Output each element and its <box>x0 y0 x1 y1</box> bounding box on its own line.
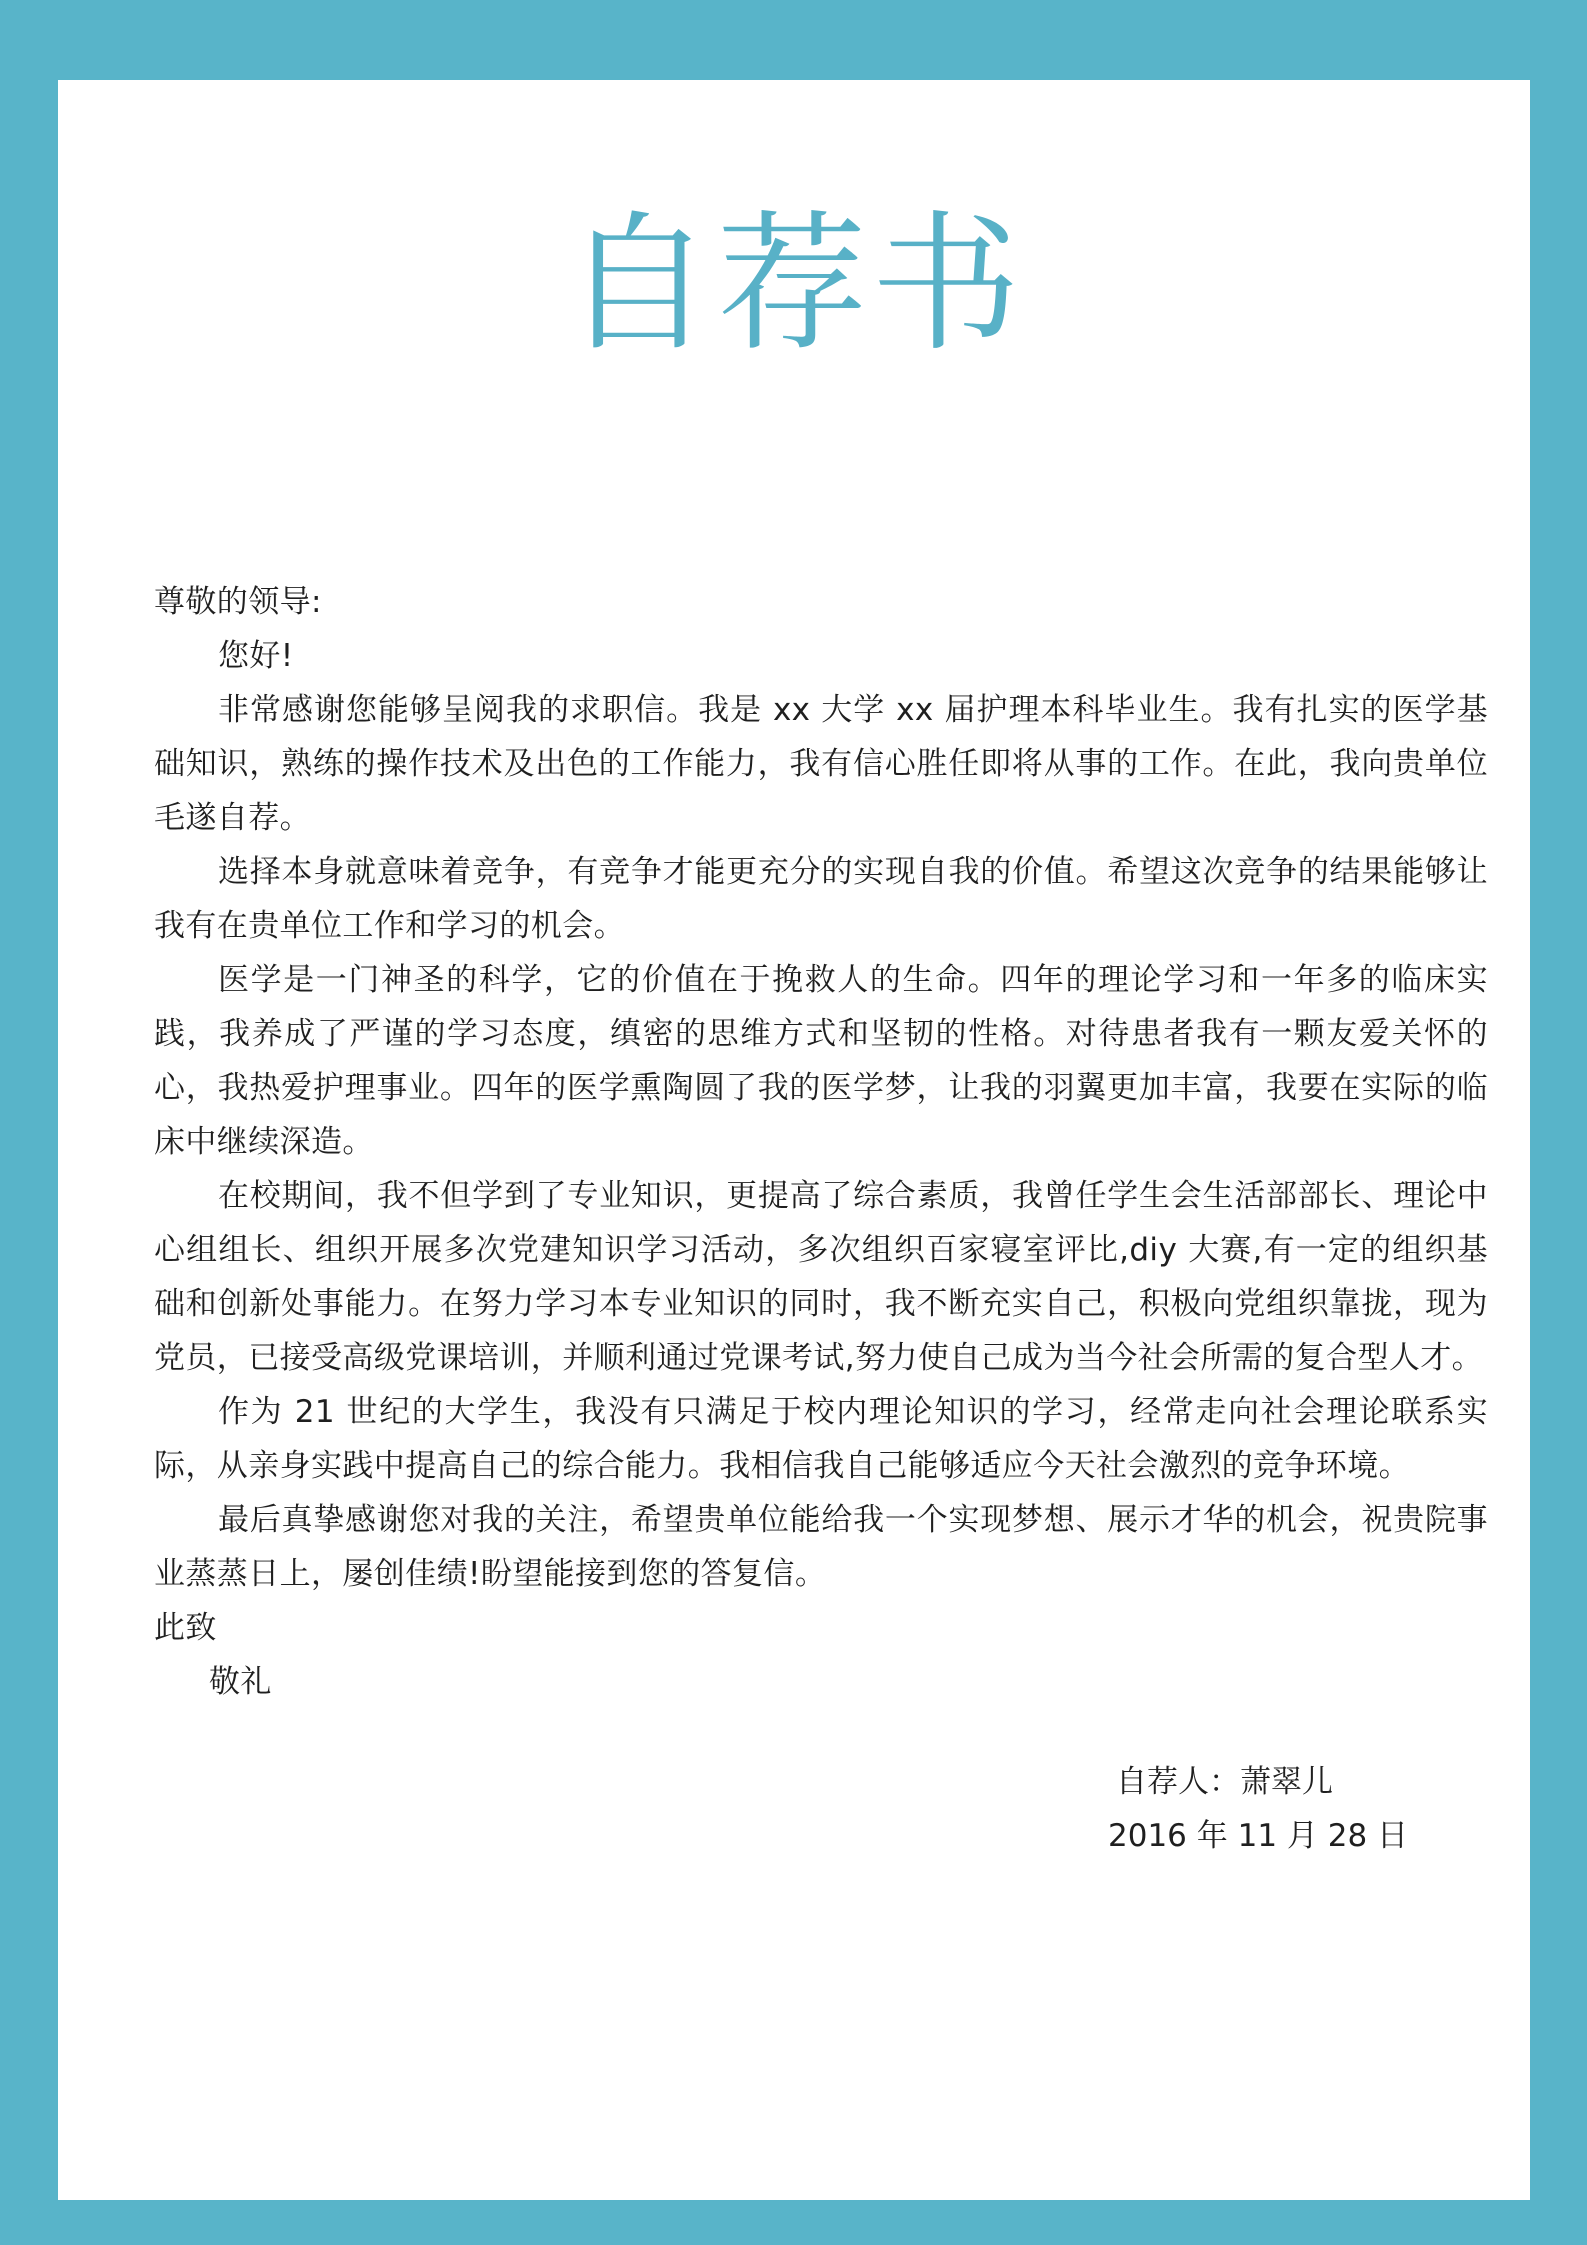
paragraph-6: 最后真挚感谢您对我的关注，希望贵单位能给我一个实现梦想、展示才华的机会，祝贵院事业蒸蒸日上，屡创佳绩!盼望能接到您的答复信。 <box>154 1502 1488 1592</box>
document-title: 自荐书 <box>562 198 1025 372</box>
paragraph-1: 非常感谢您能够呈阅我的求职信。我是 xx 大学 xx 届护理本科毕业生。我有扎实的医学基础知识，熟练的操作技术及出色的工作能力，我有信心胜任即将从事的工作。在此，我向贵单位毛遂自荐。 <box>154 692 1488 836</box>
paragraph-4: 在校期间，我不但学到了专业知识，更提高了综合素质，我曾任学生会生活部部长、理论中心组组长、组织开展多次党建知识学习活动，多次组织百家寝室评比,diy 大赛,有一定的组织基础和创新处事能力。在努力学习本专业知识的同时，我不断充实自己，积极向党组织靠拢，现为党员，已接受高级党课培训，并顺利通过党课考试,努力使自己成为当今社会所需的复合型人才。 <box>154 1178 1488 1376</box>
closing-line-1: 此致 <box>154 1610 217 1646</box>
paragraph-3: 医学是一门神圣的科学，它的价值在于挽救人的生命。四年的理论学习和一年多的临床实践，我养成了严谨的学习态度，缜密的思维方式和坚韧的性格。对待患者我有一颗友爱关怀的心，我热爱护理事业。四年的医学熏陶圆了我的医学梦，让我的羽翼更加丰富，我要在实际的临床中继续深造。 <box>154 962 1488 1160</box>
signature: 自荐人：萧翠儿 <box>1116 1764 1333 1800</box>
letter-body <box>154 575 1488 1709</box>
opening: 您好! <box>218 638 294 674</box>
signature-block <box>1108 1755 1428 1863</box>
paragraph-2: 选择本身就意味着竞争，有竞争才能更充分的实现自我的价值。希望这次竞争的结果能够让我有在贵单位工作和学习的机会。 <box>154 854 1488 944</box>
document-page <box>58 80 1530 2200</box>
closing-line-2: 敬礼 <box>209 1664 272 1700</box>
date: 2016 年 11 月 28 日 <box>1108 1818 1409 1854</box>
greeting: 尊敬的领导: <box>154 584 322 620</box>
paragraph-5: 作为 21 世纪的大学生，我没有只满足于校内理论知识的学习，经常走向社会理论联系实际，从亲身实践中提高自己的综合能力。我相信我自己能够适应今天社会激烈的竞争环境。 <box>154 1394 1488 1484</box>
